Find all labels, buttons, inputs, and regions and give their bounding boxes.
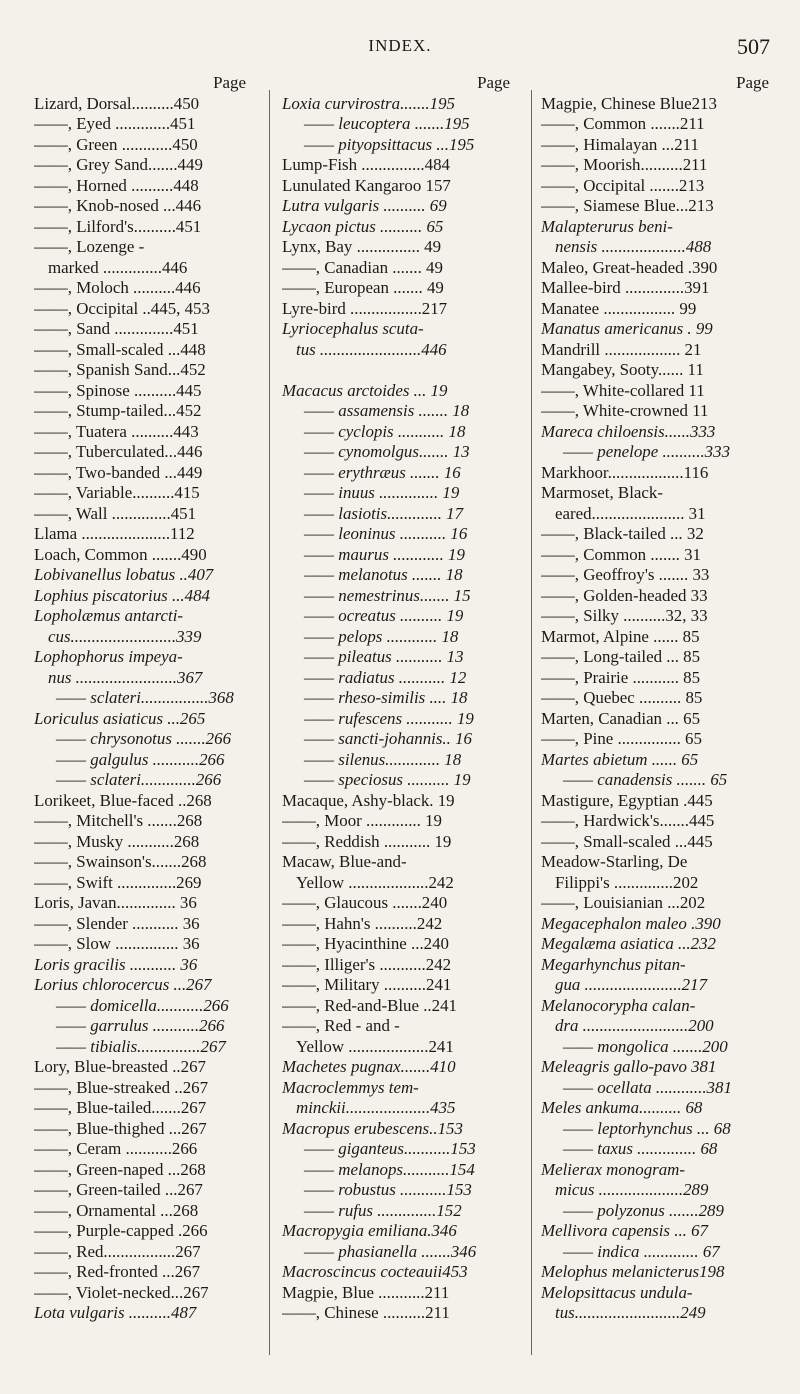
index-entry: —— pileatus ........... 13 <box>304 647 464 666</box>
index-entry: nensis ....................488 <box>555 237 712 256</box>
index-entry: ——, Spanish Sand...452 <box>34 360 206 379</box>
index-entry: Loriculus asiaticus ...265 <box>34 708 206 728</box>
index-entry: ——, Black-tailed ... 32 <box>541 524 704 543</box>
index-entry: ——, Lozenge - <box>34 237 145 256</box>
index-entry: Loris, Javan.............. 36 <box>34 893 197 912</box>
index-entry: Manatee ................. 99 <box>541 298 697 318</box>
index-entry: ——, Hardwick's.......445 <box>541 811 715 830</box>
index-entry: cus.........................339 <box>48 626 202 646</box>
index-column-1 <box>34 73 256 1324</box>
index-entry: Lutra vulgaris .......... 69 <box>282 196 447 215</box>
index-entry: —— rheso-similis .... 18 <box>304 688 468 707</box>
index-entry: —— mongolica .......200 <box>563 1036 728 1056</box>
index-entry: Mellivora capensis ... 67 <box>541 1221 709 1240</box>
index-entry: —— penelope ..........333 <box>563 442 731 461</box>
index-entry: ——, Chinese ..........211 <box>282 1303 450 1322</box>
index-entry: ——, Common .......211 <box>541 114 705 133</box>
index-entry: Lorikeet, Blue-faced ..268 <box>34 790 212 810</box>
index-entry: —— nemestrinus....... 15 <box>304 585 471 605</box>
index-entry: Lyriocephalus scuta- <box>282 319 424 338</box>
index-entry: ——, White-crowned 11 <box>541 401 709 420</box>
index-entry: Lynx, Bay ............... 49 <box>282 237 442 256</box>
index-entry: Mareca chiloensis......333 <box>541 421 716 441</box>
index-entry: Mangabey, Sooty...... 11 <box>541 360 704 379</box>
column-divider <box>531 90 532 1355</box>
index-entry: —— polyzonus .......289 <box>563 1200 724 1220</box>
index-entry: Maleo, Great-headed .390 <box>541 257 718 277</box>
index-entry: ——, Military ..........241 <box>282 975 452 994</box>
index-entry: marked ..............446 <box>48 257 188 277</box>
index-entry: —— robustus ...........153 <box>304 1180 472 1199</box>
index-entry: —— sclateri................368 <box>56 688 234 707</box>
index-entry: ——, Horned ..........448 <box>34 175 199 195</box>
index-entry: —— leoninus ........... 16 <box>304 524 468 543</box>
index-entry: —— sclateri.............266 <box>56 770 222 789</box>
index-entry: Macropus erubescens..153 <box>282 1118 463 1138</box>
index-entry: —— phasianella .......346 <box>304 1241 477 1261</box>
index-entry: ——, Moor ............. 19 <box>282 811 442 830</box>
index-entry: ——, Himalayan ...211 <box>541 134 699 154</box>
index-entry: ——, Tuberculated...446 <box>34 442 203 461</box>
index-entry: ——, Knob-nosed ...446 <box>34 196 202 215</box>
index-column-2 <box>282 73 520 1324</box>
index-entry: Markhoor..................116 <box>541 462 709 482</box>
running-title: INDEX. <box>368 36 432 55</box>
index-entry: Lorius chlorocercus ...267 <box>34 975 212 994</box>
index-entry: ——, Spinose ..........445 <box>34 380 202 400</box>
page-column-label: Page <box>213 73 246 92</box>
index-entry: —— canadensis ....... 65 <box>563 770 728 789</box>
index-entry: —— indica ............. 67 <box>563 1241 720 1261</box>
index-entry: ——, Hahn's ..........242 <box>282 913 443 933</box>
index-entry: —— radiatus ........... 12 <box>304 667 467 687</box>
page-column-label: Page <box>736 73 769 92</box>
index-entry: —— galgulus ...........266 <box>56 749 225 769</box>
index-entry: ——, Hyacinthine ...240 <box>282 934 450 953</box>
index-entry: Filippi's ..............202 <box>555 872 699 892</box>
index-entry: Malapterurus beni- <box>541 216 673 236</box>
index-entry: —— rufus ..............152 <box>304 1200 462 1220</box>
index-entry: —— inuus .............. 19 <box>304 483 460 502</box>
index-entry: ——, Occipital ..445, 453 <box>34 298 210 318</box>
index-entry: Loach, Common .......490 <box>34 544 207 564</box>
index-entry: ——, Reddish ........... 19 <box>282 831 452 851</box>
index-entry: Martes abietum ...... 65 <box>541 749 699 769</box>
index-entry: Magpie, Blue ...........211 <box>282 1282 450 1302</box>
index-entry: ——, Green ............450 <box>34 134 198 154</box>
index-entry: Lobivanellus lobatus ..407 <box>34 565 214 584</box>
index-entry <box>282 360 520 381</box>
index-entry: tus.........................249 <box>555 1303 706 1322</box>
index-entry: ——, Small-scaled ...448 <box>34 339 206 359</box>
index-entry: —— assamensis ....... 18 <box>304 401 470 420</box>
index-column-3 <box>541 73 779 1324</box>
index-entry: —— chrysonotus .......266 <box>56 729 232 748</box>
index-entry: ——, Small-scaled ...445 <box>541 831 713 851</box>
index-entry: —— ocreatus .......... 19 <box>304 606 464 625</box>
index-entry: Melopsittacus undula- <box>541 1282 693 1302</box>
index-entry: ——, Green-naped ...268 <box>34 1159 206 1179</box>
index-entry: ——, Stump-tailed...452 <box>34 401 202 420</box>
index-entry: Machetes pugnax.......410 <box>282 1057 456 1076</box>
index-entry: ——, Slow ............... 36 <box>34 934 200 953</box>
index-entry: Llama .....................112 <box>34 524 195 543</box>
index-entry: tus ........................446 <box>296 339 447 359</box>
index-entry: Lophius piscatorius ...484 <box>34 585 210 605</box>
index-entry: ——, Silky ..........32, 33 <box>541 606 708 625</box>
index-entry: Yellow ...................242 <box>296 872 454 892</box>
index-entry: Lizard, Dorsal..........450 <box>34 93 200 113</box>
index-entry: ——, Ceram ...........266 <box>34 1139 198 1158</box>
index-entry: —— cynomolgus....... 13 <box>304 442 470 461</box>
index-entry: —— cyclopis ........... 18 <box>304 421 466 441</box>
index-entry: ——, Blue-thighed ...267 <box>34 1118 207 1138</box>
index-entry: Macroclemmys tem- <box>282 1077 419 1097</box>
index-entry: ——, Eyed .............451 <box>34 114 196 133</box>
index-entry: ——, Moorish..........211 <box>541 155 708 174</box>
index-entry: ——, Red - and - <box>282 1016 400 1035</box>
index-entry: Lopholæmus antarcti- <box>34 606 184 625</box>
index-entry: ——, Violet-necked...267 <box>34 1282 209 1302</box>
index-entry: Mallee-bird ..............391 <box>541 278 710 297</box>
index-entry: —— rufescens ........... 19 <box>304 708 474 728</box>
index-entry: Macropygia emiliana.346 <box>282 1221 457 1240</box>
index-entry: Marmot, Alpine ...... 85 <box>541 626 700 646</box>
index-entry: —— domicella...........266 <box>56 995 229 1015</box>
index-entry: —— sancti-johannis.. 16 <box>304 729 472 748</box>
index-entry: Marten, Canadian ... 65 <box>541 708 701 728</box>
index-entry: ——, Red.................267 <box>34 1241 201 1261</box>
index-entry: micus ....................289 <box>555 1180 709 1199</box>
index-entry: —— giganteus...........153 <box>304 1139 476 1158</box>
index-entry: Lyre-bird .................217 <box>282 298 448 318</box>
index-entry: ——, Swift ..............269 <box>34 872 202 892</box>
index-entry: ——, Glaucous .......240 <box>282 893 448 912</box>
index-entry: Megarhynchus pitan- <box>541 954 686 974</box>
page-column-label: Page <box>477 73 510 92</box>
index-entry: Magpie, Chinese Blue213 <box>541 93 717 113</box>
index-entry: minckii....................435 <box>296 1098 456 1117</box>
index-entry: Loris gracilis ........... 36 <box>34 954 198 974</box>
index-entry: Mandrill .................. 21 <box>541 339 702 359</box>
index-entry: Lump-Fish ...............484 <box>282 155 450 174</box>
index-entry: —— pelops ............ 18 <box>304 626 459 646</box>
index-entry: ——, Ornamental ...268 <box>34 1200 199 1220</box>
index-entry: Macaque, Ashy-black. 19 <box>282 790 455 810</box>
index-entry: ——, Siamese Blue...213 <box>541 196 714 215</box>
index-entry: ——, Prairie ........... 85 <box>541 667 701 687</box>
index-entry: —— silenus............. 18 <box>304 749 462 769</box>
index-entry: —— garrulus ...........266 <box>56 1016 225 1035</box>
index-entry: —— pityopsittacus ...195 <box>304 134 475 154</box>
index-entry: ——, Sand ..............451 <box>34 319 199 338</box>
index-entry: —— melanops...........154 <box>304 1159 475 1179</box>
index-entry: ——, Lilford's..........451 <box>34 216 202 236</box>
index-entry: Macacus arctoides ... 19 <box>282 380 448 400</box>
index-entry: Melierax monogram- <box>541 1159 686 1179</box>
index-entry: Melophus melanicterus198 <box>541 1262 725 1281</box>
index-entry: nus ........................367 <box>48 667 203 687</box>
index-entry: ——, Tuatera ..........443 <box>34 421 199 441</box>
index-entry: Macroscincus cocteauii453 <box>282 1262 468 1281</box>
index-entry: Megacephalon maleo .390 <box>541 913 721 933</box>
index-entry: Yellow ...................241 <box>296 1036 454 1056</box>
index-entry: dra .........................200 <box>555 1016 714 1035</box>
index-entry: ——, Blue-tailed.......267 <box>34 1098 207 1117</box>
index-entry: ——, Louisianian ...202 <box>541 893 706 912</box>
index-entry: —— ocellata ............381 <box>563 1077 732 1097</box>
index-entry: —— leucoptera .......195 <box>304 114 470 133</box>
index-entry: Meadow-Starling, De <box>541 852 688 871</box>
index-entry: ——, White-collared 11 <box>541 380 705 400</box>
index-entry: ——, Wall ..............451 <box>34 503 197 523</box>
index-entry: —— speciosus .......... 19 <box>304 770 471 789</box>
index-entry: ——, Musky ...........268 <box>34 831 200 851</box>
index-entry: ——, Pine ............... 65 <box>541 729 702 748</box>
index-entry: —— erythræus ....... 16 <box>304 462 461 482</box>
index-entry: Lory, Blue-breasted ..267 <box>34 1057 206 1076</box>
index-entry: Megalæma asiatica ...232 <box>541 934 716 953</box>
index-entry: —— lasiotis............. 17 <box>304 503 464 523</box>
index-entry: gua .......................217 <box>555 975 708 994</box>
index-entry: ——, Purple-capped .266 <box>34 1221 208 1240</box>
index-entry: Marmoset, Black- <box>541 483 663 502</box>
index-entry: ——, Variable..........415 <box>34 483 200 502</box>
index-entry: ——, Moloch ..........446 <box>34 278 201 297</box>
index-entry: ——, Geoffroy's ....... 33 <box>541 565 710 584</box>
index-entry: ——, Canadian ....... 49 <box>282 257 443 277</box>
index-entry: Lota vulgaris ..........487 <box>34 1303 197 1322</box>
index-entry: ——, Blue-streaked ..267 <box>34 1077 209 1097</box>
index-entry: —— leptorhynchus ... 68 <box>563 1118 731 1138</box>
index-entry: ——, Occipital .......213 <box>541 175 705 195</box>
index-entry: ——, Slender ........... 36 <box>34 913 200 933</box>
index-entry: Lophophorus impeya- <box>34 647 183 666</box>
index-entry: ——, Mitchell's .......268 <box>34 811 203 830</box>
index-entry: ——, Two-banded ...449 <box>34 462 203 482</box>
index-entry: Melanocorypha calan- <box>541 995 696 1015</box>
index-entry: —— taxus .............. 68 <box>563 1139 718 1158</box>
index-entry: ——, Golden-headed 33 <box>541 585 708 605</box>
index-entry: ——, Red-and-Blue ..241 <box>282 995 457 1015</box>
index-entry: Meleagris gallo-pavo 381 <box>541 1057 717 1076</box>
index-entry: ——, Green-tailed ...267 <box>34 1180 203 1199</box>
index-entry: Lycaon pictus .......... 65 <box>282 216 444 236</box>
column-divider <box>269 90 270 1355</box>
index-entry: ——, Illiger's ...........242 <box>282 954 452 974</box>
index-entry: ——, European ....... 49 <box>282 278 444 297</box>
page-number: 507 <box>737 34 770 59</box>
index-entry: —— tibialis...............267 <box>56 1036 226 1056</box>
index-entry: ——, Quebec .......... 85 <box>541 688 703 707</box>
index-entry: ——, Common ....... 31 <box>541 544 701 564</box>
index-entry: —— melanotus ....... 18 <box>304 565 463 584</box>
index-entry: ——, Grey Sand.......449 <box>34 155 203 174</box>
index-entry: ——, Red-fronted ...267 <box>34 1262 201 1281</box>
index-entry: —— maurus ............ 19 <box>304 544 465 564</box>
index-entry: Macaw, Blue-and- <box>282 852 407 871</box>
index-entry: Mastigure, Egyptian .445 <box>541 790 713 810</box>
index-entry: ——, Swainson's.......268 <box>34 852 207 871</box>
index-entry: Manatus americanus . 99 <box>541 319 713 338</box>
index-entry: ——, Long-tailed ... 85 <box>541 647 701 666</box>
index-entry: Meles ankuma.......... 68 <box>541 1098 703 1117</box>
index-entry: eared...................... 31 <box>555 503 706 523</box>
index-entry: Loxia curvirostra.......195 <box>282 93 455 113</box>
index-entry: Lunulated Kangaroo 157 <box>282 175 451 195</box>
